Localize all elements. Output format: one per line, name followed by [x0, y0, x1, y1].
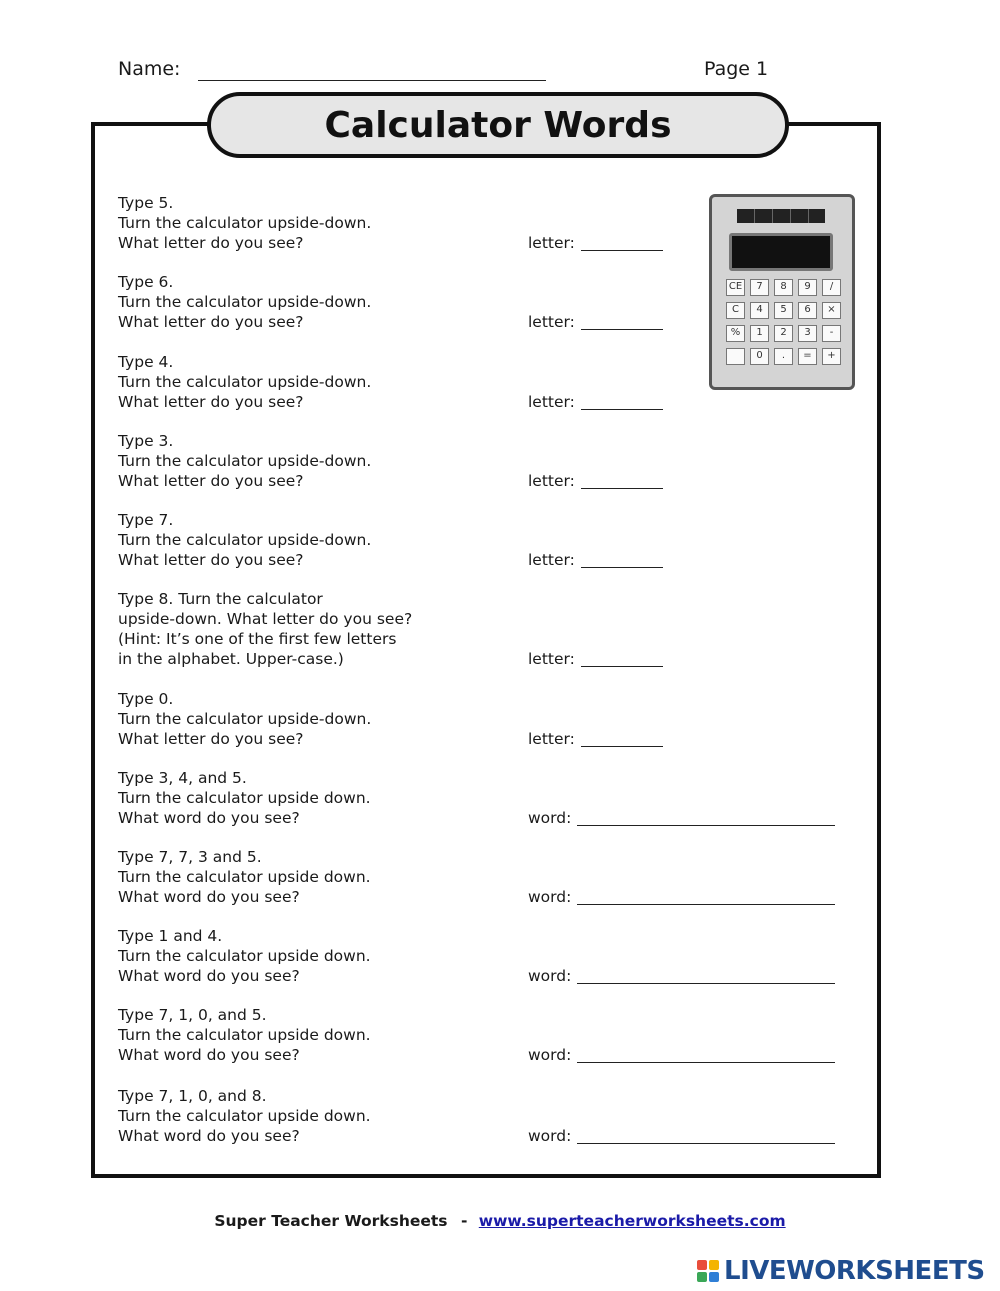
answer-field — [528, 233, 663, 253]
liveworksheets-wordmark: LIVEWORKSHEETS — [724, 1256, 985, 1286]
calculator-key: C — [726, 302, 745, 319]
question-text-line: Turn the calculator upside down. — [118, 1107, 371, 1125]
name-label: Name: — [118, 58, 181, 80]
question-text-line: Turn the calculator upside down. — [118, 868, 371, 886]
answer-field — [528, 729, 663, 749]
question-3 — [118, 352, 858, 412]
question-text-line: What letter do you see? — [118, 234, 304, 252]
answer-field — [528, 312, 663, 332]
question-text-line: What word do you see? — [118, 1127, 300, 1145]
question-text-line: Type 5. — [118, 194, 174, 212]
calculator-key: 9 — [798, 279, 817, 296]
question-text-line: Type 7, 7, 3 and 5. — [118, 848, 262, 866]
calculator-key: / — [822, 279, 841, 296]
answer-label: word: — [528, 967, 572, 985]
question-text-line: What word do you see? — [118, 809, 300, 827]
calculator-key: 8 — [774, 279, 793, 296]
question-9 — [118, 847, 858, 907]
question-text-line: Type 7, 1, 0, and 8. — [118, 1087, 267, 1105]
question-10 — [118, 926, 858, 986]
calculator-key: 3 — [798, 325, 817, 342]
calculator-key: 7 — [750, 279, 769, 296]
question-2 — [118, 272, 858, 332]
name-input-line[interactable] — [198, 80, 546, 81]
question-text-line: (Hint: It’s one of the first few letters — [118, 630, 397, 648]
calculator-key: 5 — [774, 302, 793, 319]
question-1 — [118, 193, 858, 253]
question-text-line: What word do you see? — [118, 888, 300, 906]
answer-label: letter: — [528, 393, 575, 411]
question-text-line: What letter do you see? — [118, 551, 304, 569]
question-text-line: Type 4. — [118, 353, 174, 371]
question-text-line: Turn the calculator upside-down. — [118, 710, 372, 728]
calculator-key: × — [822, 302, 841, 319]
footer-link[interactable]: www.superteacherworksheets.com — [478, 1212, 786, 1230]
answer-label: letter: — [528, 730, 575, 748]
question-text-line: Turn the calculator upside-down. — [118, 214, 372, 232]
answer-label: letter: — [528, 551, 575, 569]
answer-label: word: — [528, 809, 572, 827]
footer-brand: Super Teacher Worksheets — [214, 1212, 448, 1230]
answer-field — [528, 550, 663, 570]
logo-square — [697, 1272, 707, 1282]
answer-field — [528, 649, 663, 669]
question-8 — [118, 768, 858, 828]
answer-field — [528, 1126, 835, 1146]
answer-label: letter: — [528, 650, 575, 668]
answer-blank[interactable] — [577, 983, 835, 984]
answer-blank[interactable] — [577, 904, 835, 905]
question-text-line: Turn the calculator upside down. — [118, 789, 371, 807]
answer-label: letter: — [528, 234, 575, 252]
question-text-line: in the alphabet. Upper-case.) — [118, 650, 344, 668]
calculator-key: % — [726, 325, 745, 342]
question-text-line: Turn the calculator upside-down. — [118, 293, 372, 311]
answer-blank[interactable] — [581, 666, 663, 667]
question-text-line: Type 7, 1, 0, and 5. — [118, 1006, 267, 1024]
question-text-line: Turn the calculator upside down. — [118, 1026, 371, 1044]
question-text-line: Turn the calculator upside-down. — [118, 531, 372, 549]
question-12 — [118, 1086, 858, 1146]
calculator-key: 0 — [750, 348, 769, 365]
answer-field — [528, 808, 835, 828]
answer-field — [528, 887, 835, 907]
liveworksheets-logo — [697, 1255, 985, 1287]
question-text-line: What letter do you see? — [118, 393, 304, 411]
question-11 — [118, 1005, 858, 1065]
answer-field — [528, 471, 663, 491]
calculator-key: 2 — [774, 325, 793, 342]
answer-blank[interactable] — [581, 567, 663, 568]
name-row — [118, 58, 778, 86]
question-text-line: What letter do you see? — [118, 472, 304, 490]
answer-label: letter: — [528, 472, 575, 490]
calculator-key: 6 — [798, 302, 817, 319]
question-text-line: Turn the calculator upside-down. — [118, 373, 372, 391]
answer-label: word: — [528, 1127, 572, 1145]
liveworksheets-icon — [697, 1260, 719, 1282]
question-7 — [118, 689, 858, 749]
answer-blank[interactable] — [581, 250, 663, 251]
answer-field — [528, 966, 835, 986]
question-text-line: Turn the calculator upside-down. — [118, 452, 372, 470]
question-5 — [118, 510, 858, 570]
answer-blank[interactable] — [581, 488, 663, 489]
answer-blank[interactable] — [581, 746, 663, 747]
question-text-line: Type 6. — [118, 273, 174, 291]
question-text-line: Turn the calculator upside down. — [118, 947, 371, 965]
question-4 — [118, 431, 858, 491]
calculator-key: 1 — [750, 325, 769, 342]
answer-blank[interactable] — [581, 409, 663, 410]
question-text-line: Type 3, 4, and 5. — [118, 769, 247, 787]
answer-label: word: — [528, 888, 572, 906]
answer-blank[interactable] — [577, 1062, 835, 1063]
question-text-line: Type 8. Turn the calculator — [118, 590, 323, 608]
answer-field — [528, 1045, 835, 1065]
question-6 — [118, 589, 858, 669]
question-text-line: Type 0. — [118, 690, 174, 708]
question-text-line: upside-down. What letter do you see? — [118, 610, 413, 628]
logo-square — [709, 1260, 719, 1270]
question-text-line: What letter do you see? — [118, 730, 304, 748]
calculator-key: + — [822, 348, 841, 365]
question-text-line: What word do you see? — [118, 1046, 300, 1064]
answer-label: letter: — [528, 313, 575, 331]
answer-label: word: — [528, 1046, 572, 1064]
calculator-key: = — [798, 348, 817, 365]
title-banner — [207, 92, 789, 158]
logo-square — [697, 1260, 707, 1270]
calculator-key: . — [774, 348, 793, 365]
question-text-line: What letter do you see? — [118, 313, 304, 331]
answer-blank[interactable] — [581, 329, 663, 330]
footer — [0, 1212, 1000, 1230]
answer-blank[interactable] — [577, 825, 835, 826]
logo-square — [709, 1272, 719, 1282]
calculator-key: CE — [726, 279, 745, 296]
answer-blank[interactable] — [577, 1143, 835, 1144]
calculator-key: 4 — [750, 302, 769, 319]
question-text-line: Type 3. — [118, 432, 174, 450]
question-text-line: Type 1 and 4. — [118, 927, 223, 945]
footer-separator: - — [460, 1212, 468, 1230]
calculator-key: - — [822, 325, 841, 342]
worksheet-title: Calculator Words — [324, 104, 672, 146]
page-number: Page 1 — [704, 58, 769, 80]
question-text-line: What word do you see? — [118, 967, 300, 985]
answer-field — [528, 392, 663, 412]
question-text-line: Type 7. — [118, 511, 174, 529]
